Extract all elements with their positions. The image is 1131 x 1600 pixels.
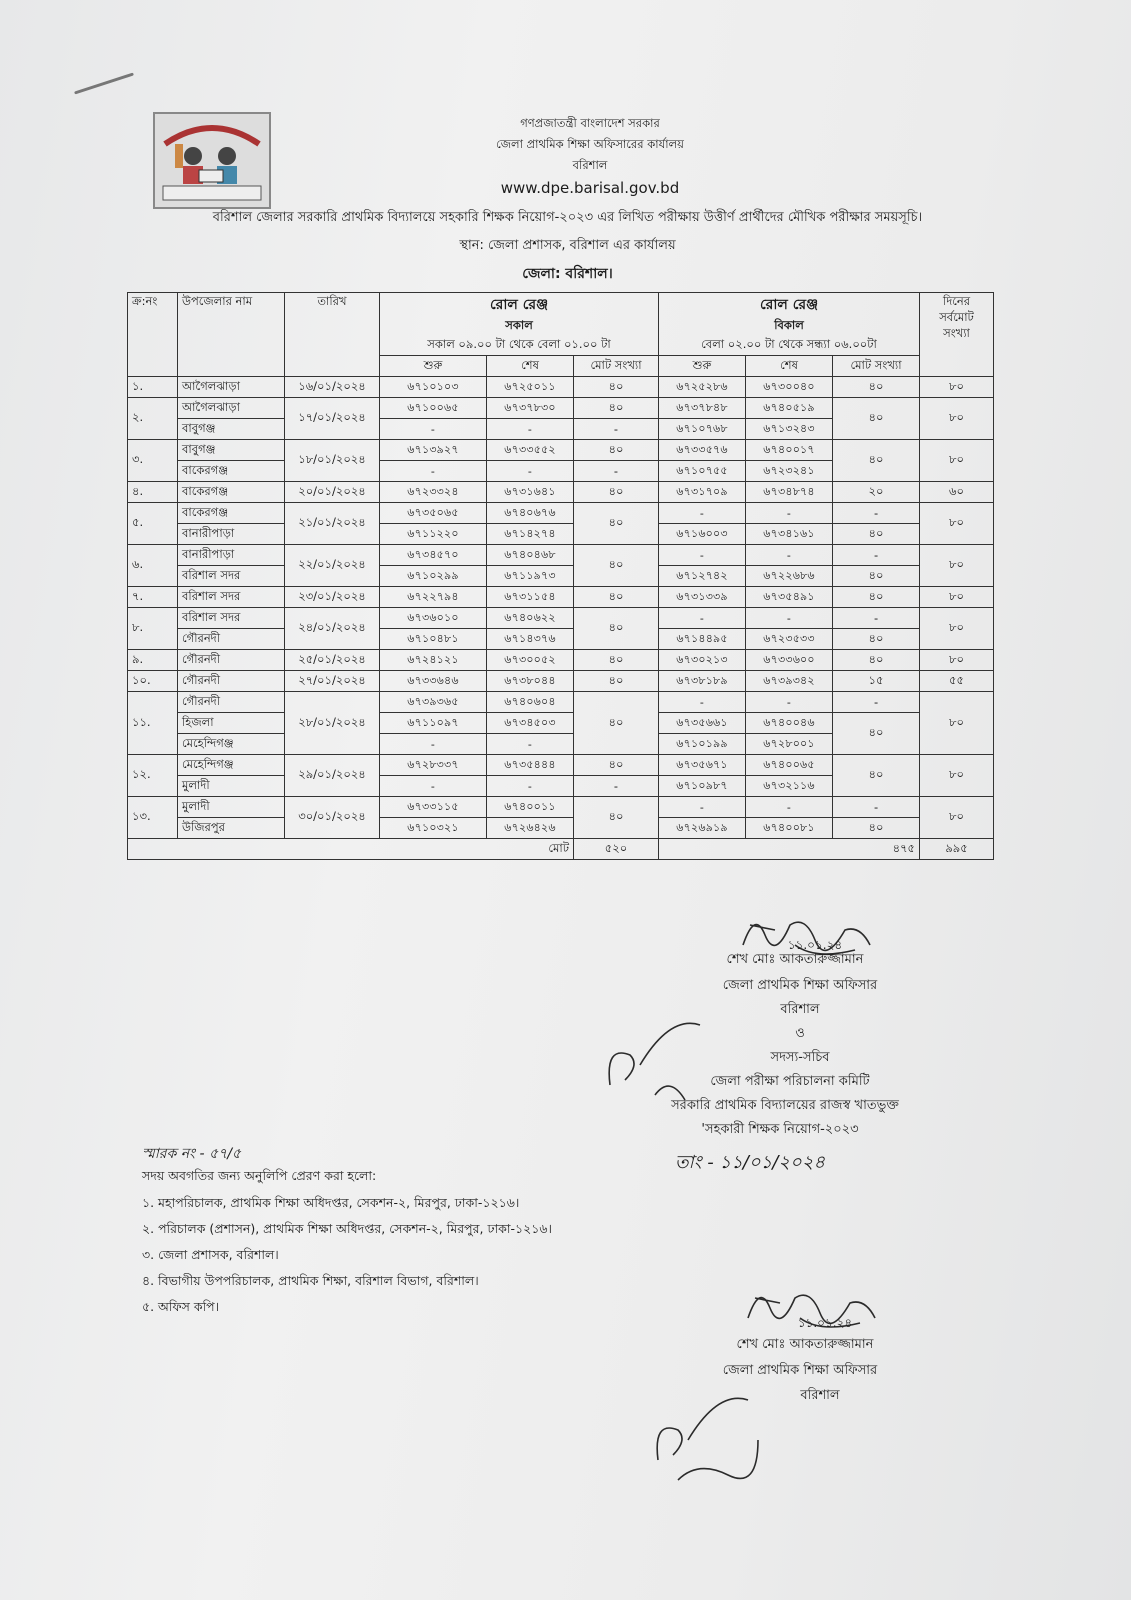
recruitment-line: 'সহকারী শিক্ষক নিয়োগ-২০২৩ xyxy=(701,1122,859,1137)
serial-cell: ১. xyxy=(128,377,178,398)
afternoon-count-cell: ৪০ xyxy=(833,566,920,587)
total-morning: ৫২০ xyxy=(574,839,659,860)
morning-count-cell: ৪০ xyxy=(574,398,659,419)
afternoon-count-cell: ৪০ xyxy=(833,587,920,608)
afternoon-count-cell: ৪০ xyxy=(833,755,920,797)
initial-scribble xyxy=(600,1005,720,1115)
officer-place: বরিশাল xyxy=(800,1388,840,1403)
afternoon-start-cell: - xyxy=(659,545,746,566)
morning-end-cell: ৬৭৪০৬৭৬ xyxy=(487,503,574,524)
header-row xyxy=(128,293,994,356)
morning-count-cell: ৪০ xyxy=(574,482,659,503)
table-row xyxy=(128,482,994,503)
morning-start-cell: ৬৭১০২৯৯ xyxy=(380,566,487,587)
committee-role: সদস্য-সচিব xyxy=(770,1050,830,1065)
pen-mark xyxy=(74,72,134,94)
officer-place: বরিশাল xyxy=(780,1002,820,1017)
morning-count-cell: - xyxy=(574,461,659,482)
morning-end-cell: ৬৭১১৯৭৩ xyxy=(487,566,574,587)
morning-start-cell: ৬৭১০০৬৫ xyxy=(380,398,487,419)
afternoon-start-cell: ৬৭৩৭৮৪৮ xyxy=(659,398,746,419)
morning-end-cell: ৬৭২৫০১১ xyxy=(487,377,574,398)
table-row xyxy=(128,440,994,461)
officer-designation: জেলা প্রাথমিক শিক্ষা অফিসার xyxy=(722,978,878,993)
afternoon-end-cell: ৬৭২৩২৪১ xyxy=(746,461,833,482)
afternoon-count-cell: ৪০ xyxy=(833,650,920,671)
serial-cell: ১২. xyxy=(128,755,178,797)
table-row xyxy=(128,797,994,818)
morning-start-cell: ৬৭২৩৩২৪ xyxy=(380,482,487,503)
day-total-cell: ৮০ xyxy=(920,503,994,545)
morning-start-cell: ৬৭১১২২০ xyxy=(380,524,487,545)
upazila-cell: আগৈলঝাড়া xyxy=(178,377,285,398)
morning-end-cell: ৬৭৪০৬০৪ xyxy=(487,692,574,713)
morning-end-cell: - xyxy=(487,734,574,755)
afternoon-count-cell: - xyxy=(833,797,920,818)
morning-session: সকাল xyxy=(505,318,533,332)
afternoon-start-cell: ৬৭৩৫৬৬১ xyxy=(659,713,746,734)
morning-end-cell: ৬৭৩১৬৪১ xyxy=(487,482,574,503)
afternoon-count-cell: - xyxy=(833,692,920,713)
signature-date: ১১.০১.২৪ xyxy=(787,938,843,952)
conjunction: ও xyxy=(795,1026,805,1041)
morning-count-cell: ৪০ xyxy=(574,797,659,839)
table-row xyxy=(128,755,994,776)
afternoon-end-cell: ৬৭৪০০৬৫ xyxy=(746,755,833,776)
day-total-cell: ৮০ xyxy=(920,755,994,797)
officer-name: শেখ মোঃ আকতারুজ্জামান xyxy=(726,952,864,967)
website-url: www.dpe.barisal.gov.bd xyxy=(500,179,680,197)
morning-count-cell: - xyxy=(574,419,659,440)
date-cell: ২৩/০১/২০২৪ xyxy=(285,587,380,608)
morning-end-cell: ৬৭৩৫৪৪৪ xyxy=(487,755,574,776)
morning-header xyxy=(380,293,659,356)
afternoon-end-cell: ৬৭৪০০৮১ xyxy=(746,818,833,839)
morning-end-cell: ৬৭১৪৩৭৬ xyxy=(487,629,574,650)
morning-roll-title: রোল রেঞ্জ xyxy=(489,297,549,313)
morning-count-cell: ৪০ xyxy=(574,545,659,587)
morning-count-cell: ৪০ xyxy=(574,503,659,545)
afternoon-count-cell: ৪০ xyxy=(833,377,920,398)
upazila-cell: হিজলা xyxy=(178,713,285,734)
afternoon-end-cell: - xyxy=(746,608,833,629)
afternoon-start-cell: ৬৭১০৭৬৮ xyxy=(659,419,746,440)
afternoon-end-cell: ৬৭৪০০৪৬ xyxy=(746,713,833,734)
afternoon-start-cell: ৬৭১০৭৫৫ xyxy=(659,461,746,482)
morning-start-cell: - xyxy=(380,461,487,482)
afternoon-end-cell: - xyxy=(746,692,833,713)
afternoon-count-cell: ৪০ xyxy=(833,818,920,839)
table-row xyxy=(128,587,994,608)
upazila-cell: আগৈলঝাড়া xyxy=(178,398,285,419)
table-row xyxy=(128,398,994,419)
afternoon-count-cell: ৪০ xyxy=(833,713,920,755)
upazila-cell: বাবুগঞ্জ xyxy=(178,419,285,440)
date-header: তারিখ xyxy=(285,293,380,377)
afternoon-start-cell: ৬৭১০১৯৯ xyxy=(659,734,746,755)
afternoon-end-cell: ৬৭২৮০০১ xyxy=(746,734,833,755)
morning-start-cell: - xyxy=(380,419,487,440)
day-total-cell: ৮০ xyxy=(920,440,994,482)
afternoon-end-cell: ৬৭২৩৫৩৩ xyxy=(746,629,833,650)
afternoon-header xyxy=(659,293,920,356)
afternoon-start-cell: - xyxy=(659,608,746,629)
total-label: মোট xyxy=(128,839,574,860)
morning-end-cell: - xyxy=(487,419,574,440)
afternoon-start-cell: ৬৭৩৩৫৭৬ xyxy=(659,440,746,461)
morning-start-cell: ৬৭৩৩১১৫ xyxy=(380,797,487,818)
afternoon-end-cell: ৬৭৩৫৪৯১ xyxy=(746,587,833,608)
dpe-logo xyxy=(153,112,271,209)
day-total-cell: ৫৫ xyxy=(920,671,994,692)
upazila-cell: বাবুগঞ্জ xyxy=(178,440,285,461)
department-line: সরকারি প্রাথমিক বিদ্যালয়ের রাজস্ব খাতভুক্ত xyxy=(671,1098,899,1113)
office-city: বরিশাল xyxy=(572,158,608,172)
initial-scribble xyxy=(648,1380,768,1490)
gov-name: গণপ্রজাতন্ত্রী বাংলাদেশ সরকার xyxy=(520,116,660,130)
date-cell: ২৫/০১/২০২৪ xyxy=(285,650,380,671)
copy-item: ২. পরিচালক (প্রশাসন), প্রাথমিক শিক্ষা অধিদপ্তর, সেকশন-২, মিরপুর, ঢাকা-১২১৬। xyxy=(142,1221,552,1236)
morning-count-cell: ৪০ xyxy=(574,755,659,776)
afternoon-end-cell: - xyxy=(746,545,833,566)
copy-item: ৩. জেলা প্রশাসক, বরিশাল। xyxy=(142,1247,279,1262)
table-row xyxy=(128,566,994,587)
copy-item: ৪. বিভাগীয় উপপরিচালক, প্রাথমিক শিক্ষা, বরিশাল বিভাগ, বরিশাল। xyxy=(142,1273,479,1288)
afternoon-end-cell: ৬৭৩৩৬০০ xyxy=(746,650,833,671)
upazila-cell: গৌরনদী xyxy=(178,629,285,650)
morning-count-cell: - xyxy=(574,776,659,797)
upazila-cell: মুলাদী xyxy=(178,797,285,818)
morning-start-cell: ৬৭১০১০৩ xyxy=(380,377,487,398)
morning-count-cell: ৪০ xyxy=(574,377,659,398)
total-row xyxy=(128,839,994,860)
afternoon-count-cell: - xyxy=(833,503,920,524)
morning-start-cell: ৬৭৩৫০৬৫ xyxy=(380,503,487,524)
table-row xyxy=(128,608,994,629)
morning-start-cell: ৬৭১৩৯২৭ xyxy=(380,440,487,461)
morning-end-cell: ৬৭৩১১৫৪ xyxy=(487,587,574,608)
date-cell: ২৭/০১/২০২৪ xyxy=(285,671,380,692)
serial-cell: ৫. xyxy=(128,503,178,545)
morning-end-header: শেষ xyxy=(487,356,574,377)
memo-intro: সদয় অবগতির জন্য অনুলিপি প্রেরণ করা হলো: xyxy=(142,1168,377,1183)
morning-end-cell: ৬৭৩৮০৪৪ xyxy=(487,671,574,692)
district-heading: জেলা: বরিশাল। xyxy=(522,266,613,282)
total-grand: ৯৯৫ xyxy=(920,839,994,860)
office-name: জেলা প্রাথমিক শিক্ষা অফিসারের কার্যালয় xyxy=(496,137,684,151)
date-cell: ২১/০১/২০২৪ xyxy=(285,503,380,545)
serial-cell: ২. xyxy=(128,398,178,440)
afternoon-start-cell: - xyxy=(659,503,746,524)
morning-count-cell: ৪০ xyxy=(574,587,659,608)
afternoon-count-cell: ৪০ xyxy=(833,398,920,440)
afternoon-roll-title: রোল রেঞ্জ xyxy=(759,297,819,313)
morning-start-header: শুরু xyxy=(380,356,487,377)
upazila-cell: বানারীপাড়া xyxy=(178,524,285,545)
day-total-cell: ৬০ xyxy=(920,482,994,503)
morning-count-header: মোট সংখ্যা xyxy=(574,356,659,377)
table-row xyxy=(128,692,994,713)
table-row xyxy=(128,377,994,398)
morning-end-cell: ৬৭৪০০১১ xyxy=(487,797,574,818)
upazila-cell: বরিশাল সদর xyxy=(178,608,285,629)
table-row xyxy=(128,503,994,524)
morning-count-cell: ৪০ xyxy=(574,440,659,461)
day-total-cell: ৮০ xyxy=(920,398,994,440)
serial-cell: ৬. xyxy=(128,545,178,587)
officer-name: শেখ মোঃ আকতারুজ্জামান xyxy=(736,1337,874,1352)
afternoon-start-cell: - xyxy=(659,797,746,818)
serial-cell: ১৩. xyxy=(128,797,178,839)
afternoon-count-cell: - xyxy=(833,545,920,566)
upazila-cell: বাকেরগঞ্জ xyxy=(178,503,285,524)
date-cell: ১৮/০১/২০২৪ xyxy=(285,440,380,482)
afternoon-end-cell: ৬৭৩৯৩৪২ xyxy=(746,671,833,692)
morning-count-cell: ৪০ xyxy=(574,671,659,692)
date-cell: ১৭/০১/২০২৪ xyxy=(285,398,380,440)
serial-cell: ৭. xyxy=(128,587,178,608)
morning-start-cell: ৬৭১১০৯৭ xyxy=(380,713,487,734)
afternoon-start-cell: ৬৭১২৭৪২ xyxy=(659,566,746,587)
upazila-cell: গৌরনদী xyxy=(178,692,285,713)
morning-time: সকাল ০৯.০০ টা থেকে বেলা ০১.০০ টা xyxy=(427,337,611,351)
afternoon-end-header: শেষ xyxy=(746,356,833,377)
morning-end-cell: ৬৭১৪২৭৪ xyxy=(487,524,574,545)
upazila-cell: বাকেরগঞ্জ xyxy=(178,461,285,482)
upazila-cell: গৌরনদী xyxy=(178,650,285,671)
morning-start-cell: - xyxy=(380,734,487,755)
afternoon-session: বিকাল xyxy=(774,318,804,332)
morning-end-cell: - xyxy=(487,776,574,797)
afternoon-end-cell: - xyxy=(746,503,833,524)
upazila-cell: গৌরনদী xyxy=(178,671,285,692)
afternoon-end-cell: ৬৭৩৪৮৭৪ xyxy=(746,482,833,503)
letter-date: তাং - ১১/০১/২০২৪ xyxy=(675,1152,826,1173)
day-total-cell: ৮০ xyxy=(920,545,994,587)
day-total-cell: ৮০ xyxy=(920,797,994,839)
morning-start-cell: ৬৭১০৪৮১ xyxy=(380,629,487,650)
morning-end-cell: ৬৭৩৪৫০৩ xyxy=(487,713,574,734)
table-row xyxy=(128,650,994,671)
table-row xyxy=(128,713,994,734)
morning-start-cell: ৬৭৩৬০১০ xyxy=(380,608,487,629)
serial-cell: ১১. xyxy=(128,692,178,755)
afternoon-start-header: শুরু xyxy=(659,356,746,377)
committee-name: জেলা পরীক্ষা পরিচালনা কমিটি xyxy=(710,1074,870,1089)
day-total-cell: ৮০ xyxy=(920,692,994,755)
afternoon-count-cell: - xyxy=(833,608,920,629)
afternoon-end-cell: ৬৭৪০০১৭ xyxy=(746,440,833,461)
serial-header: ক্র:নং xyxy=(128,293,178,377)
upazila-header: উপজেলার নাম xyxy=(178,293,285,377)
upazila-cell: বাকেরগঞ্জ xyxy=(178,482,285,503)
schedule-table xyxy=(127,292,994,860)
afternoon-start-cell: ৬৭৩৮১৮৯ xyxy=(659,671,746,692)
day-total-cell: ৮০ xyxy=(920,587,994,608)
date-cell: ৩০/০১/২০২৪ xyxy=(285,797,380,839)
upazila-cell: বানারীপাড়া xyxy=(178,545,285,566)
afternoon-end-cell: ৬৭৩০০৪০ xyxy=(746,377,833,398)
morning-start-cell: - xyxy=(380,776,487,797)
table-row xyxy=(128,524,994,545)
morning-end-cell: - xyxy=(487,461,574,482)
afternoon-count-header: মোট সংখ্যা xyxy=(833,356,920,377)
morning-count-cell: ৪০ xyxy=(574,650,659,671)
day-total-header: দিনের সর্বমোট সংখ্যা xyxy=(920,293,994,377)
morning-count-cell: ৪০ xyxy=(574,608,659,650)
afternoon-count-cell: ৪০ xyxy=(833,524,920,545)
table-row xyxy=(128,629,994,650)
afternoon-count-cell: ১৫ xyxy=(833,671,920,692)
day-total-cell: ৮০ xyxy=(920,650,994,671)
afternoon-start-cell: - xyxy=(659,692,746,713)
afternoon-count-cell: ৪০ xyxy=(833,440,920,482)
upazila-cell: মেহেন্দিগঞ্জ xyxy=(178,734,285,755)
upazila-cell: উজিরপুর xyxy=(178,818,285,839)
morning-end-cell: ৬৭৩৭৮৩০ xyxy=(487,398,574,419)
date-cell: ২৮/০১/২০২৪ xyxy=(285,692,380,755)
morning-count-cell: ৪০ xyxy=(574,692,659,755)
morning-start-cell: ৬৭৩৩৬৪৬ xyxy=(380,671,487,692)
date-cell: ২৪/০১/২০২৪ xyxy=(285,608,380,650)
memo-number: স্মারক নং - ৫৭/৫ xyxy=(142,1146,242,1162)
venue-line: স্থান: জেলা প্রশাসক, বরিশাল এর কার্যালয় xyxy=(459,238,676,253)
date-cell: ২০/০১/২০২৪ xyxy=(285,482,380,503)
table-row xyxy=(128,671,994,692)
afternoon-end-cell: ৬৭৩৪১৬১ xyxy=(746,524,833,545)
date-cell: ২৯/০১/২০২৪ xyxy=(285,755,380,797)
morning-start-cell: ৬৭৩৪৫৭০ xyxy=(380,545,487,566)
serial-cell: ৮. xyxy=(128,608,178,650)
afternoon-count-cell: ২০ xyxy=(833,482,920,503)
afternoon-start-cell: ৬৭২৬৯১৯ xyxy=(659,818,746,839)
afternoon-end-cell: ৬৭৩২১১৬ xyxy=(746,776,833,797)
officer-designation: জেলা প্রাথমিক শিক্ষা অফিসার xyxy=(722,1363,878,1378)
morning-start-cell: ৬৭২৮৩৩৭ xyxy=(380,755,487,776)
morning-start-cell: ৬৭৩৯৩৬৫ xyxy=(380,692,487,713)
afternoon-end-cell: ৬৭১৩২৪৩ xyxy=(746,419,833,440)
morning-start-cell: ৬৭২২৭৯৪ xyxy=(380,587,487,608)
afternoon-start-cell: ৬৭৩০২১৩ xyxy=(659,650,746,671)
afternoon-start-cell: ৬৭২৫২৮৬ xyxy=(659,377,746,398)
day-total-cell: ৮০ xyxy=(920,377,994,398)
serial-cell: ৩. xyxy=(128,440,178,482)
morning-end-cell: ৬৭৪০৪৬৮ xyxy=(487,545,574,566)
morning-end-cell: ৬৭২৬৪২৬ xyxy=(487,818,574,839)
afternoon-end-cell: ৬৭২২৬৮৬ xyxy=(746,566,833,587)
morning-end-cell: ৬৭৩০০৫২ xyxy=(487,650,574,671)
afternoon-start-cell: ৬৭৩১৭০৯ xyxy=(659,482,746,503)
afternoon-start-cell: ৬৭১৬০০৩ xyxy=(659,524,746,545)
day-total-cell: ৮০ xyxy=(920,608,994,650)
schedule-body xyxy=(128,377,994,839)
upazila-cell: মেহেন্দিগঞ্জ xyxy=(178,755,285,776)
serial-cell: ৯. xyxy=(128,650,178,671)
table-row xyxy=(128,545,994,566)
afternoon-end-cell: ৬৭৪০৫১৯ xyxy=(746,398,833,419)
children-reading-icon xyxy=(155,114,269,207)
afternoon-start-cell: ৬৭৩৫৬৭১ xyxy=(659,755,746,776)
table-row xyxy=(128,818,994,839)
upazila-cell: বরিশাল সদর xyxy=(178,587,285,608)
total-afternoon: ৪৭৫ xyxy=(659,839,920,860)
serial-cell: ৪. xyxy=(128,482,178,503)
afternoon-start-cell: ৬৭১৪৪৯৫ xyxy=(659,629,746,650)
morning-end-cell: ৬৭৪০৬২২ xyxy=(487,608,574,629)
date-cell: ২২/০১/২০২৪ xyxy=(285,545,380,587)
date-cell: ১৬/০১/২০২৪ xyxy=(285,377,380,398)
copy-item: ৫. অফিস কপি। xyxy=(142,1299,220,1314)
afternoon-end-cell: - xyxy=(746,797,833,818)
morning-end-cell: ৬৭৩৩৫৫২ xyxy=(487,440,574,461)
afternoon-start-cell: ৬৭১০৯৮৭ xyxy=(659,776,746,797)
copy-item: ১. মহাপরিচালক, প্রাথমিক শিক্ষা অধিদপ্তর, সেকশন-২, মিরপুর, ঢাকা-১২১৬। xyxy=(142,1195,520,1210)
afternoon-time: বেলা ০২.০০ টা থেকে সন্ধ্যা ০৬.০০টা xyxy=(701,337,877,351)
morning-start-cell: ৬৭২৪১২১ xyxy=(380,650,487,671)
signature-date: ১১.০১.২৪ xyxy=(797,1316,853,1330)
afternoon-start-cell: ৬৭৩১৩৩৯ xyxy=(659,587,746,608)
morning-start-cell: ৬৭১০৩২১ xyxy=(380,818,487,839)
document-title: বরিশাল জেলার সরকারি প্রাথমিক বিদ্যালয়ে সহকারি শিক্ষক নিয়োগ-২০২৩ এর লিখিত পরীক্ষায় উত্তীর্ণ প্রার্থীদের মৌখিক পরীক্ষার সময়সূচি। xyxy=(212,210,923,225)
upazila-cell: বরিশাল সদর xyxy=(178,566,285,587)
serial-cell: ১০. xyxy=(128,671,178,692)
upazila-cell: মুলাদী xyxy=(178,776,285,797)
afternoon-count-cell: ৪০ xyxy=(833,629,920,650)
